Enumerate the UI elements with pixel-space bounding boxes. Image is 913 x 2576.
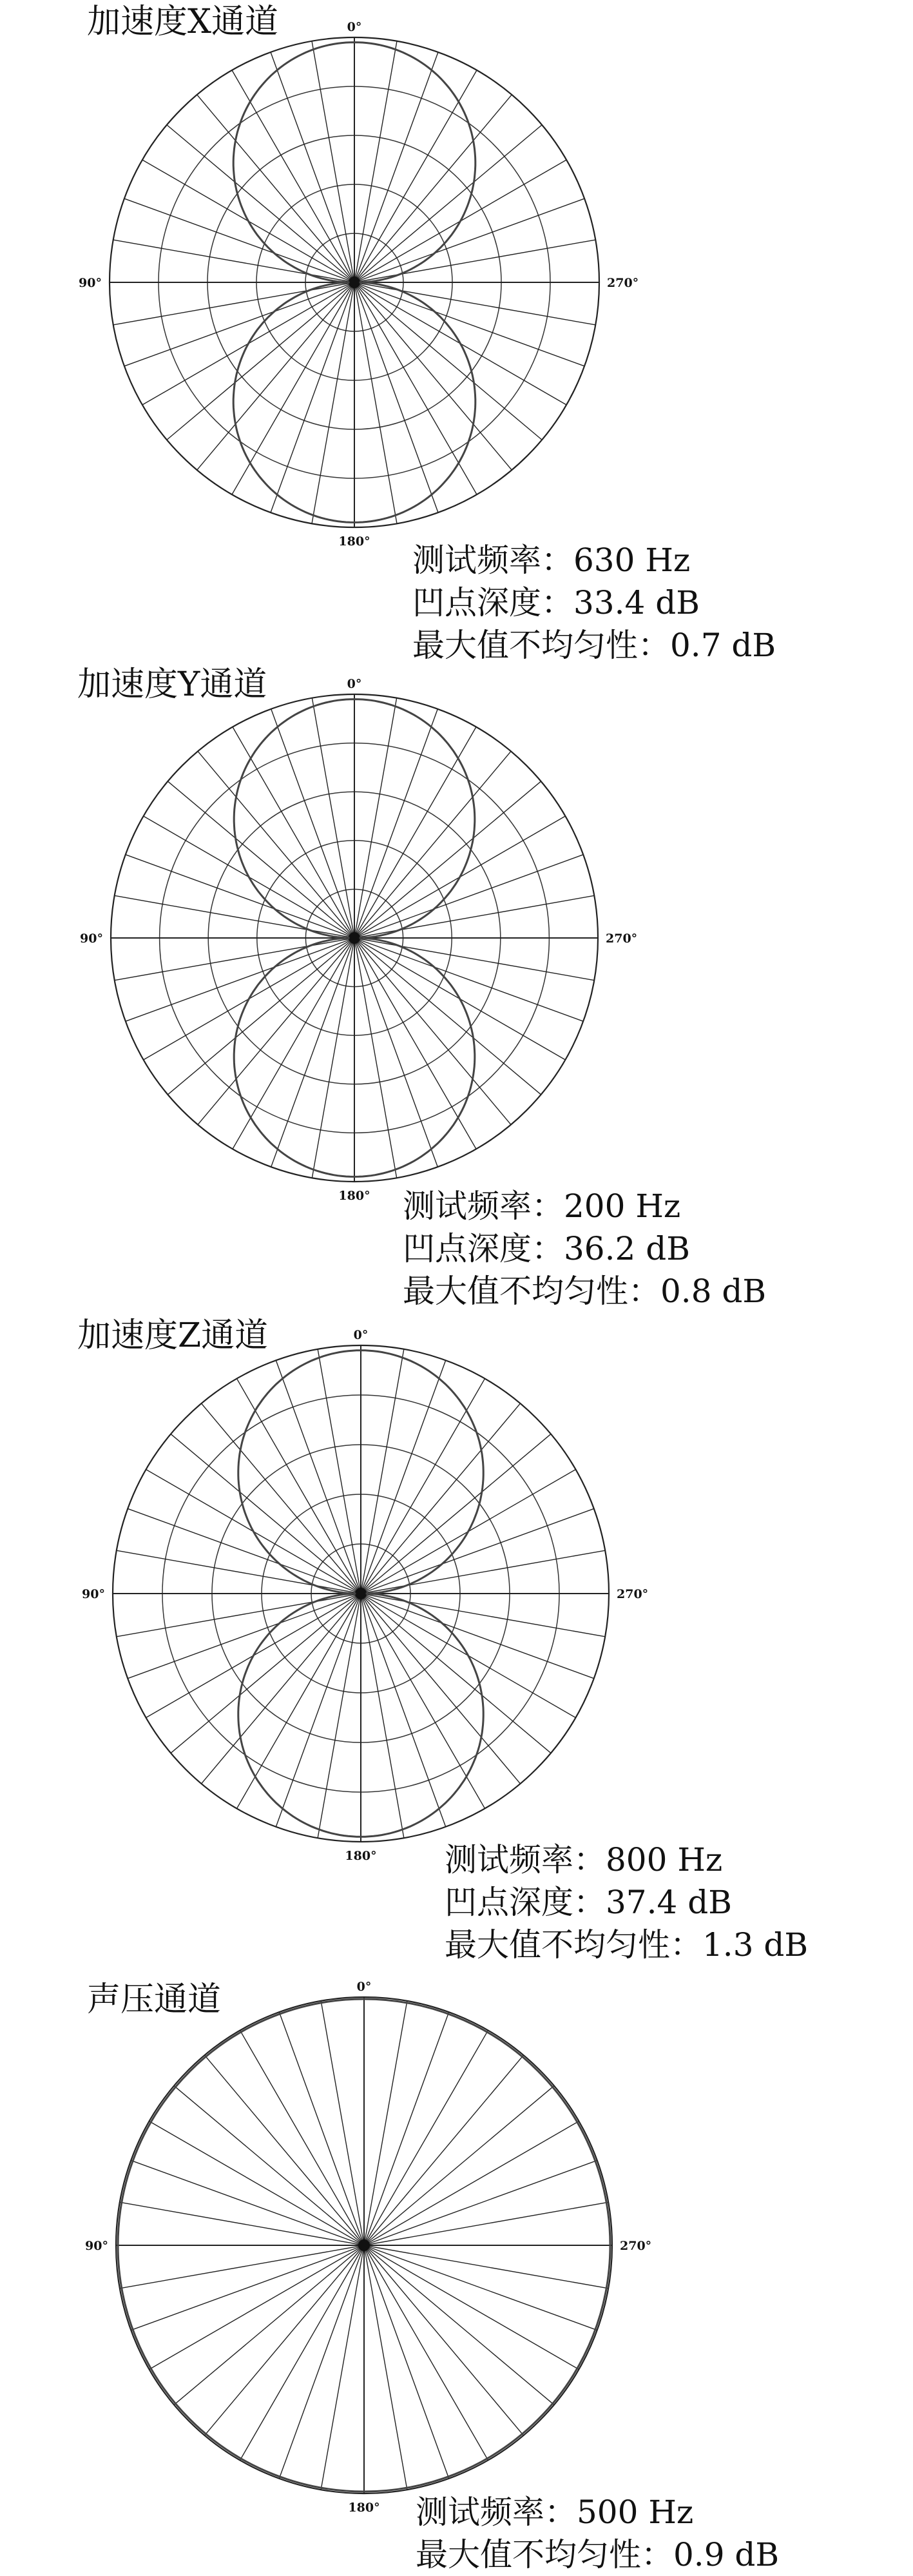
angle-label: 0°: [353, 1328, 369, 1342]
angular-gridline: [167, 282, 354, 440]
polar-panel-x: [0, 0, 913, 664]
angle-label: 0°: [356, 1980, 372, 1994]
angle-label: 270°: [606, 932, 638, 946]
channel-title: 加速度Z通道: [77, 1316, 269, 1355]
angle-label: 90°: [79, 276, 102, 290]
angle-label: 90°: [82, 1587, 105, 1601]
angle-label: 0°: [347, 677, 362, 691]
angle-label: 90°: [80, 932, 103, 946]
polar-panel-z: [0, 1315, 913, 1973]
polar-plot: [0, 1973, 913, 2573]
center-point: [349, 932, 360, 944]
angular-gridline: [131, 2160, 364, 2245]
angular-gridline: [174, 2245, 364, 2405]
center-point: [358, 2239, 370, 2251]
angular-gridline: [364, 2012, 449, 2245]
measurement-info: [445, 1839, 808, 1966]
angular-gridline: [364, 2245, 554, 2405]
notch-depth-text: 凹点深度：37.4 dB: [445, 1884, 732, 1921]
angular-gridline: [354, 781, 541, 938]
notch-depth-text: 凹点深度：36.2 dB: [403, 1230, 690, 1267]
test-frequency-text: 测试频率：500 Hz: [416, 2493, 694, 2531]
angular-gridline: [364, 2086, 554, 2245]
angular-gridline: [205, 2245, 364, 2435]
angular-gridline: [167, 125, 354, 282]
channel-title: 加速度Y通道: [77, 665, 267, 704]
angular-gridline: [364, 2055, 523, 2245]
angle-label: 0°: [347, 20, 362, 34]
angle-label: 270°: [617, 1587, 649, 1601]
angle-label: 180°: [338, 1189, 370, 1203]
angular-gridline: [205, 2055, 364, 2245]
angular-gridline: [131, 2245, 364, 2330]
notch-depth-text: 凹点深度：33.4 dB: [412, 584, 700, 621]
measurement-info: [412, 539, 776, 667]
angle-label: 180°: [338, 534, 370, 549]
max-nonuniformity-text: 最大值不均匀性：0.8 dB: [403, 1273, 767, 1310]
measurement-info: [403, 1185, 766, 1312]
test-frequency-text: 测试频率：800 Hz: [445, 1841, 723, 1878]
angular-gridline: [364, 2245, 449, 2479]
angular-gridline: [354, 282, 542, 440]
angle-label: 90°: [85, 2239, 108, 2253]
angle-label: 180°: [348, 2501, 380, 2515]
angular-gridline: [364, 2160, 597, 2245]
max-nonuniformity-text: 最大值不均匀性：0.9 dB: [416, 2536, 780, 2573]
angular-gridline: [364, 2245, 523, 2435]
angular-gridline: [171, 1434, 361, 1594]
angular-gridline: [174, 2086, 364, 2245]
angular-gridline: [171, 1594, 361, 1753]
angular-gridline: [364, 2245, 597, 2330]
max-nonuniformity-text: 最大值不均匀性：1.3 dB: [445, 1926, 809, 1964]
angular-gridline: [168, 938, 354, 1095]
center-point: [355, 1588, 367, 1599]
angular-gridline: [354, 125, 542, 282]
polar-panel-y: [0, 664, 913, 1315]
angular-gridline: [168, 781, 354, 938]
angular-gridline: [361, 1594, 551, 1753]
angular-gridline: [279, 2012, 364, 2245]
polar-panel-pressure: [0, 1973, 913, 2573]
center-point: [349, 277, 360, 288]
channel-title: 加速度X通道: [87, 3, 279, 41]
max-nonuniformity-text: 最大值不均匀性：0.7 dB: [412, 627, 776, 664]
angular-gridline: [354, 938, 541, 1095]
angle-label: 180°: [345, 1849, 377, 1863]
angular-gridline: [361, 1434, 551, 1594]
angle-label: 270°: [620, 2239, 652, 2253]
angle-label: 270°: [607, 276, 639, 290]
test-frequency-text: 测试频率：630 Hz: [412, 542, 691, 579]
measurement-info: [416, 2491, 779, 2576]
test-frequency-text: 测试频率：200 Hz: [403, 1187, 681, 1225]
channel-title: 声压通道: [87, 1980, 222, 2019]
angular-gridline: [279, 2245, 364, 2479]
